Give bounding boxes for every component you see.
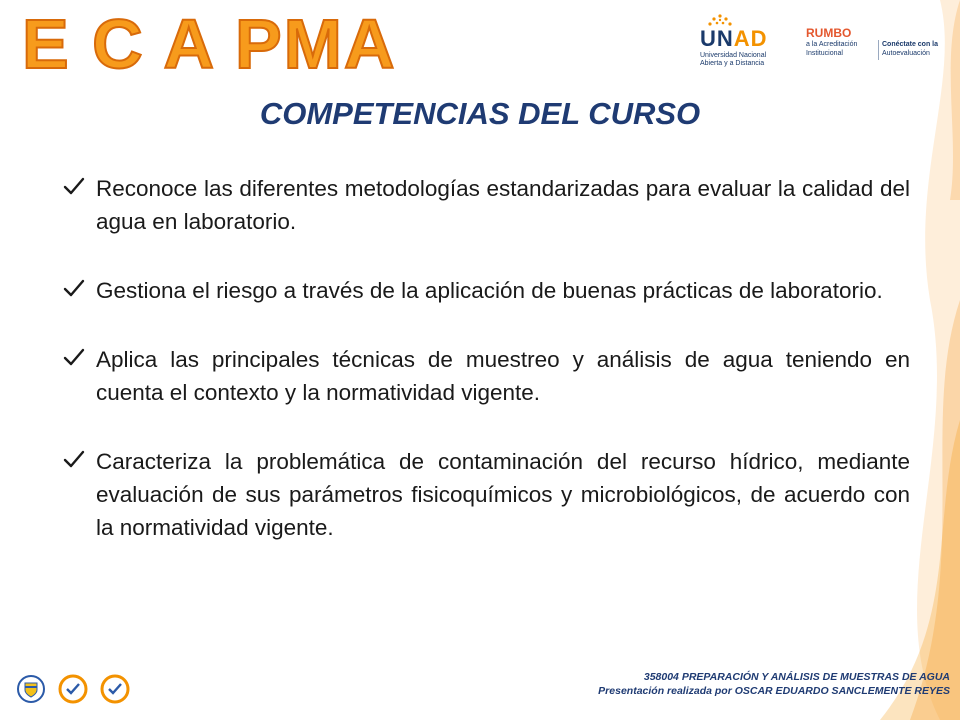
rumbo-word: RUMBO: [806, 26, 852, 40]
rumbo-right-line-2: Autoevaluación: [882, 50, 930, 57]
list-item: [62, 274, 910, 307]
competency-text: Reconoce las diferentes metodologías estandarizadas para evaluar la calidad del agua en laboratorio.: [96, 176, 910, 234]
competency-text: Caracteriza la problemática de contaminación del recurso hídrico, mediante evaluación de sus parámetros fisicoquímicos y microbiológicos, de acuerdo con la normatividad vigente.: [96, 449, 910, 540]
unad-brand: UNAD: [700, 26, 768, 51]
rumbo-line-2: Institucional: [806, 50, 843, 57]
list-item: [62, 172, 910, 238]
school-title: E C A PMA: [22, 5, 397, 83]
footer-text: [598, 670, 950, 698]
footer-course: 358004 PREPARACIÓN Y ANÁLISIS DE MUESTRAS DE AGUA: [643, 671, 950, 683]
certification-seal-icon: [58, 674, 88, 704]
rumbo-line-1: a la Acreditación: [806, 41, 858, 48]
check-icon: [62, 447, 86, 471]
rumbo-logo: [806, 26, 956, 66]
colombia-shield-icon: [16, 674, 46, 704]
rumbo-right-line-1: Conéctate con la: [882, 41, 939, 48]
unad-logo: [700, 12, 782, 74]
page-title: COMPETENCIAS DEL CURSO: [259, 96, 701, 131]
check-icon: [62, 276, 86, 300]
list-item: [62, 343, 910, 409]
footer-author: Presentación realizada por OSCAR EDUARDO SANCLEMENTE REYES: [598, 685, 950, 697]
competency-text: Gestiona el riesgo a través de la aplicación de buenas prácticas de laboratorio.: [96, 278, 883, 303]
competency-list: [62, 172, 910, 580]
check-icon: [62, 174, 86, 198]
competency-text: Aplica las principales técnicas de muestreo y análisis de agua teniendo en cuenta el contexto y la normatividad vigente.: [96, 347, 910, 405]
unad-subtitle: Universidad Nacional Abierta y a Distancia: [700, 52, 767, 67]
certification-seal-icon: [100, 674, 130, 704]
footer-logos: [16, 670, 136, 710]
rumbo-divider: [878, 40, 879, 60]
list-item: [62, 445, 910, 544]
check-icon: [62, 345, 86, 369]
